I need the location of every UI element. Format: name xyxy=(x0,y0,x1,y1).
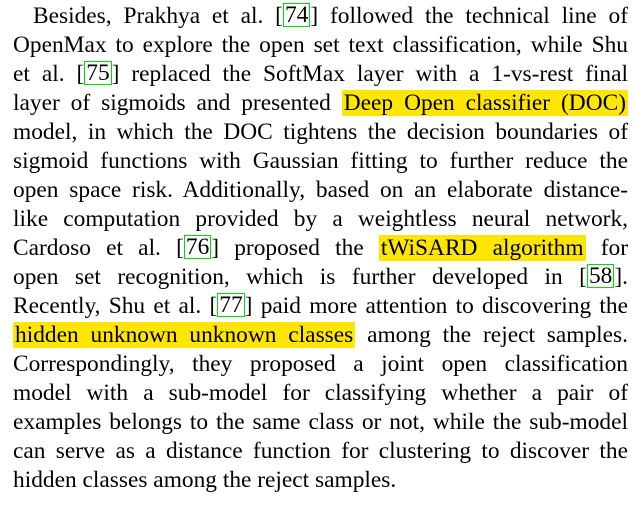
text-run: Cardoso et al. [ xyxy=(13,235,184,261)
highlighted-term: tWiSARD algorithm xyxy=(380,235,584,261)
citation-link[interactable]: 58 xyxy=(588,263,613,289)
text-run: ] paid more attention to discovering the xyxy=(244,293,629,319)
paragraph-line xyxy=(13,321,628,350)
paragraph-line: hidden classes among the reject samples. xyxy=(13,467,397,493)
paragraph-line xyxy=(13,234,628,263)
text-run: among the reject samples. xyxy=(355,322,628,348)
paragraph-line xyxy=(13,60,628,89)
paragraph-line: examples belongs to the same class or not, while the sub-model xyxy=(13,409,628,435)
citation-link[interactable]: 77 xyxy=(219,292,243,318)
citation-link[interactable]: 75 xyxy=(86,60,110,86)
text-run: ] followed the technical line of xyxy=(310,3,628,29)
highlighted-term: hidden unknown unknown classes xyxy=(15,322,354,348)
paragraph-line: model, in which the DOC tightens the decision boundaries of xyxy=(13,119,628,145)
text-run: open set recognition, which is further developed in [ xyxy=(13,264,587,290)
paragraph-line: can serve as a distance function for clustering to discover the xyxy=(13,438,628,464)
text-run: ] replaced the SoftMax layer with a 1-vs-rest final xyxy=(111,61,628,87)
paragraph-line xyxy=(13,2,628,31)
paragraph-line xyxy=(13,292,628,321)
paragraph-line: open space risk. Additionally, based on an elaborate distance- xyxy=(13,177,628,203)
paragraph-line: Correspondingly, they proposed a joint open classification xyxy=(13,351,628,377)
paragraph-line: sigmoid functions with Gaussian fitting to further reduce the xyxy=(13,148,628,174)
paragraph-line xyxy=(13,89,628,118)
paragraph-line: like computation provided by a weightless neural network, xyxy=(13,206,628,232)
text-run: ] proposed the xyxy=(211,235,379,261)
text-run: Recently, Shu et al. [ xyxy=(13,293,218,319)
paragraph-line: OpenMax to explore the open set text classification, while Shu xyxy=(13,32,628,58)
citation-link[interactable]: 76 xyxy=(185,234,210,260)
text-run: layer of sigmoids and presented xyxy=(13,90,342,116)
paragraph-line: model with a sub-model for classifying whether a pair of xyxy=(13,380,628,406)
text-run: Besides, Prakhya et al. [ xyxy=(33,3,283,29)
citation-link[interactable]: 74 xyxy=(284,2,309,28)
paragraph-line xyxy=(13,263,628,292)
highlighted-term: Deep Open classifier (DOC) xyxy=(343,90,626,116)
text-run: et al. [ xyxy=(13,61,85,87)
text-run: for xyxy=(585,235,629,261)
text-run: ]. xyxy=(614,264,628,290)
